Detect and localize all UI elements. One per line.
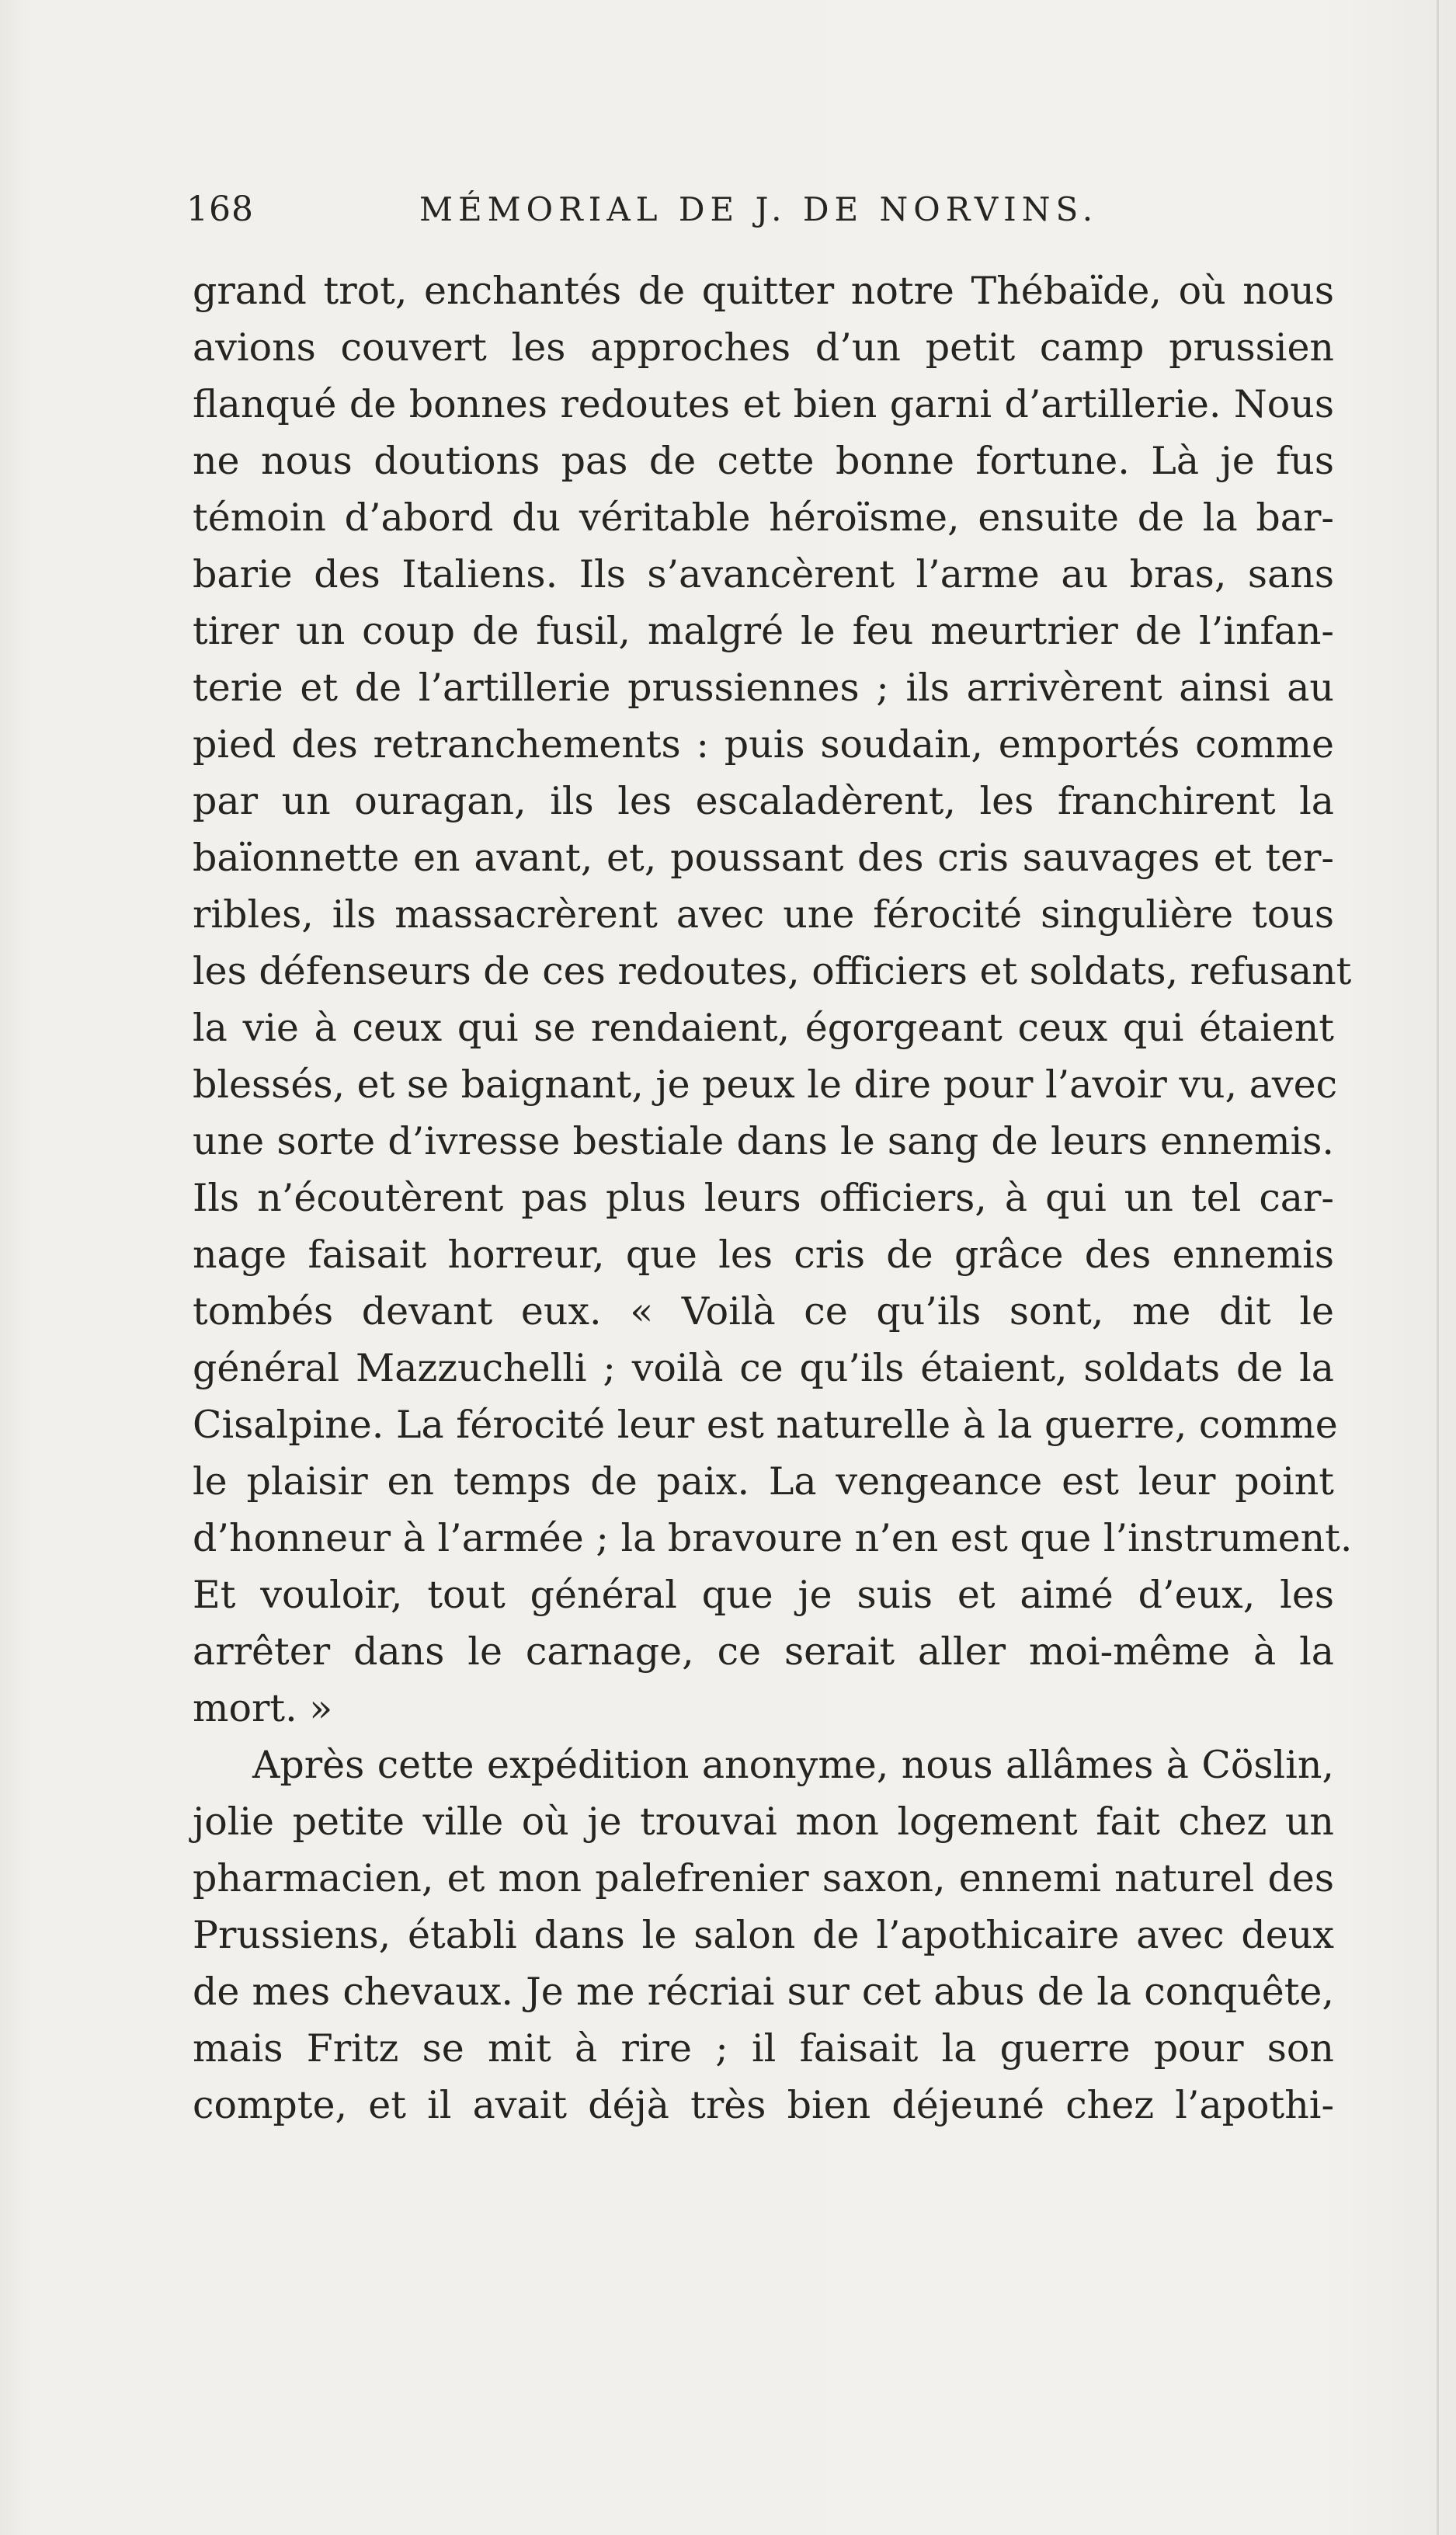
text-line: Cisalpine. La férocité leur est naturelle à la guerre, comme	[193, 1403, 1338, 1447]
text-line: nage faisait horreur, que les cris de grâce des ennemis	[193, 1233, 1334, 1277]
running-header	[186, 186, 1336, 233]
page-number: 168	[186, 190, 254, 229]
text-line: par un ouragan, ils les escaladèrent, les franchirent la	[193, 779, 1334, 823]
text-line: avions couvert les approches d’un petit camp prussien	[193, 325, 1334, 370]
text-line: terie et de l’artillerie prussiennes ; ils arrivèrent ainsi au	[193, 666, 1334, 710]
paragraph-start-line: Après cette expédition anonyme, nous allâmes à Cöslin,	[252, 1743, 1334, 1787]
text-line: barie des Italiens. Ils s’avancèrent l’arme au bras, sans	[193, 552, 1334, 596]
text-line: pied des retranchements : puis soudain, emportés comme	[193, 722, 1334, 767]
text-line: de mes chevaux. Je me récriai sur cet abus de la conquête,	[193, 1970, 1334, 2014]
text-line: arrêter dans le carnage, ce serait aller moi-même à la	[193, 1629, 1334, 1674]
text-line: témoin d’abord du véritable héroïsme, ensuite de la bar-	[193, 496, 1334, 540]
text-line: mais Fritz se mit à rire ; il faisait la guerre pour son	[193, 2026, 1334, 2071]
text-line: Prussiens, établi dans le salon de l’apothicaire avec deux	[193, 1913, 1334, 1957]
text-line: tirer un coup de fusil, malgré le feu meurtrier de l’infan-	[193, 609, 1334, 653]
text-line: ne nous doutions pas de cette bonne fortune. Là je fus	[193, 439, 1334, 483]
text-line: général Mazzuchelli ; voilà ce qu’ils étaient, soldats de la	[193, 1346, 1334, 1390]
text-line: grand trot, enchantés de quitter notre Thébaïde, où nous	[193, 269, 1334, 313]
text-line: la vie à ceux qui se rendaient, égorgeant ceux qui étaient	[193, 1006, 1334, 1050]
text-line: pharmacien, et mon palefrenier saxon, ennemi naturel des	[193, 1856, 1334, 1900]
page-edge-shadow	[1437, 0, 1439, 2535]
text-line: baïonnette en avant, et, poussant des cris sauvages et ter-	[193, 836, 1334, 880]
text-line: Ils n’écoutèrent pas plus leurs officiers, à qui un tel car-	[193, 1176, 1334, 1220]
running-title: MÉMORIAL DE J. DE NORVINS.	[419, 190, 1099, 228]
paragraph-end-line: mort. »	[193, 1686, 333, 1730]
text-line: ribles, ils massacrèrent avec une férocité singulière tous	[193, 892, 1334, 937]
text-line: une sorte d’ivresse bestiale dans le sang de leurs ennemis.	[193, 1119, 1334, 1163]
text-line: le plaisir en temps de paix. La vengeance est leur point	[193, 1459, 1334, 1504]
text-line: Et vouloir, tout général que je suis et aimé d’eux, les	[193, 1573, 1334, 1617]
text-line: compte, et il avait déjà très bien déjeuné chez l’apothi-	[193, 2083, 1334, 2127]
text-line: tombés devant eux. « Voilà ce qu’ils sont, me dit le	[193, 1289, 1334, 1334]
text-line: d’honneur à l’armée ; la bravoure n’en est que l’instrument.	[193, 1516, 1353, 1560]
text-line: les défenseurs de ces redoutes, officiers et soldats, refusant	[193, 949, 1352, 993]
text-line: blessés, et se baignant, je peux le dire pour l’avoir vu, avec	[193, 1062, 1338, 1107]
text-line: flanqué de bonnes redoutes et bien garni d’artillerie. Nous	[193, 382, 1334, 426]
text-line: jolie petite ville où je trouvai mon logement fait chez un	[193, 1800, 1334, 1844]
